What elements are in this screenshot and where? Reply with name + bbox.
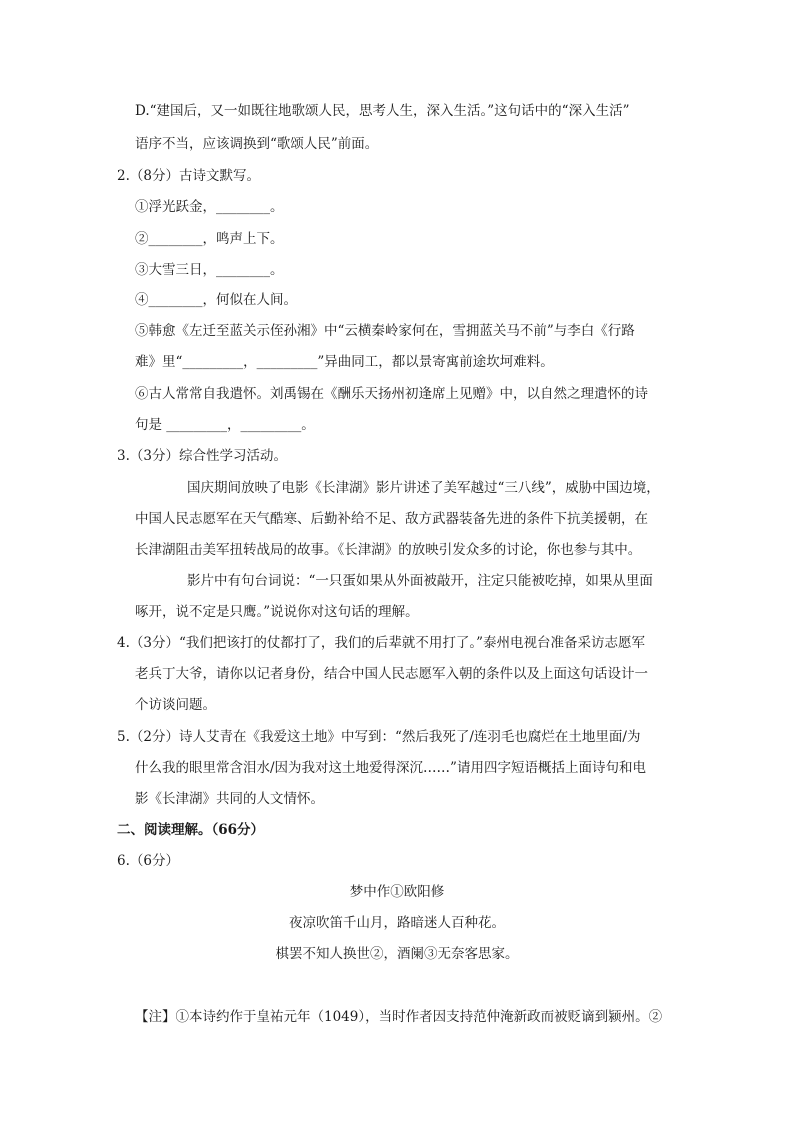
- question-2-item-2: ②________，鸣声上下。: [135, 231, 284, 247]
- poem-title: 梦中作①欧阳修: [349, 884, 445, 900]
- question-3-paragraph-1-line-2: 中国人民志愿军在天气酷寒、后勤补给不足、敌方武器装备先进的条件下抗美援朝，在: [135, 511, 648, 527]
- poem-line-1: 夜凉吹笛千山月，路暗迷人百种花。: [289, 915, 505, 931]
- question-2-item-6-line-2: 句是 _________，_________。: [135, 417, 315, 433]
- question-3-paragraph-2-line-1: 影片中有句台词说：“一只蛋如果从外面被敲开，注定只能被吃掉，如果从里面: [187, 573, 653, 589]
- question-2-item-5-line-2: 难》里“_________，_________”异曲同工，都以景寄寓前途坎坷难料。: [135, 354, 554, 370]
- option-d-line-2: 语序不当，应该调换到“歌颂人民”前面。: [135, 136, 379, 152]
- question-4-line-3: 个访谈问题。: [135, 697, 216, 713]
- poem-line-2: 棋罢不知人换世②，酒阑③无奈客思家。: [275, 946, 519, 962]
- question-2-item-4: ④________，何似在人间。: [135, 292, 297, 308]
- option-d-line-1: D.“建国后，又一如既往地歌颂人民，思考人生，深入生活。”这句话中的“深入生活”: [135, 103, 630, 119]
- question-4-line-1: 4.（3分）“我们把该打的仗都打了，我们的后辈就不用打了。”泰州电视台准备采访志愿军: [117, 635, 646, 651]
- question-6-heading: 6.（6分）: [117, 853, 179, 869]
- question-5-line-2: 什么我的眼里常含泪水/因为我对这土地爱得深沉……”请用四字短语概括上面诗句和电: [135, 760, 646, 776]
- question-5-line-1: 5.（2分）诗人艾青在《我爱这土地》中写到：“然后我死了/连羽毛也腐烂在土地里面/为: [117, 729, 641, 745]
- question-2-item-5-line-1: ⑤韩愈《左迁至蓝关示侄孙湘》中“云横秦岭家何在，雪拥蓝关马不前”与李白《行路: [135, 323, 635, 339]
- question-2-item-6-line-1: ⑥古人常常自我遣怀。刘禹锡在《酬乐天扬州初逢席上见赠》中，以自然之理遣怀的诗: [135, 386, 648, 402]
- question-2-item-1: ①浮光跃金，________。: [135, 199, 284, 215]
- question-3-heading: 3.（3分）综合性学习活动。: [117, 448, 287, 464]
- poem-note: 【注】①本诗约作于皇祐元年（1049），当时作者因支持范仲淹新政而被贬谪到颍州。②: [135, 1009, 663, 1025]
- question-2-heading: 2.（8分）古诗文默写。: [117, 168, 260, 184]
- question-3-paragraph-2-line-2: 啄开，说不定是只鹰。”说说你对这句话的理解。: [135, 604, 419, 620]
- section-2-heading: 二、阅读理解。（66分）: [117, 822, 265, 838]
- question-5-line-3: 影《长津湖》共同的人文情怀。: [135, 791, 324, 807]
- question-3-paragraph-1-line-3: 长津湖阻击美军扭转战局的故事。《长津湖》的放映引发众多的讨论，你也参与其中。: [135, 542, 642, 558]
- question-3-paragraph-1-line-1: 国庆期间放映了电影《长津湖》影片讲述了美军越过“三八线”，威胁中国边境，: [187, 480, 660, 496]
- question-2-item-3: ③大雪三日，________。: [135, 262, 284, 278]
- question-4-line-2: 老兵丁大爷，请你以记者身份，结合中国人民志愿军入朝的条件以及上面这句话设计一: [135, 666, 648, 682]
